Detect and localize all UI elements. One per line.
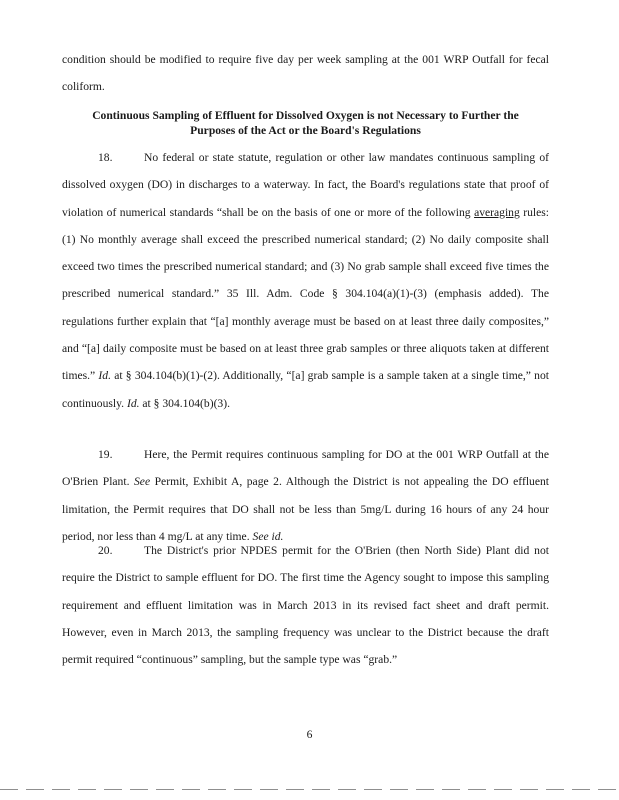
heading-line-1: Continuous Sampling of Effluent for Dissolved Oxygen is not Necessary to Further the bbox=[92, 109, 519, 122]
citation-id: Id. bbox=[98, 369, 111, 383]
paragraph-text: The District's prior NPDES permit for the O'Brien (then North Side) Plant did not require the District to sample effluent for DO. The first time the Agency sought to impose this sampling requirement and effluent limitation was in March 2013 in its revised fact sheet and draft permit. However, even in March 2013, the sampling frequency was unclear to the District because the draft permit required “continuous” sampling, but the sample type was “grab.” bbox=[62, 544, 549, 667]
heading-line-2: Purposes of the Act or the Board's Regulations bbox=[190, 124, 421, 137]
paragraph-text: condition should be modified to require five day per week sampling at the 001 WRP Outfall for fecal coliform. bbox=[62, 53, 549, 94]
paragraph-text-c: at § 304.104(b)(1)-(2). Additionally, “[a] grab sample is a sample taken at a single time,” not continuously. bbox=[62, 369, 549, 410]
paragraph-number: 18. bbox=[98, 151, 113, 164]
paragraph-text-b: Permit, Exhibit A, page 2. Although the District is not appealing the DO effluent limitation, the Permit requires that DO shall not be less than 5mg/L during 16 hours of any 24 hour period, nor less than 4 mg/L at any time. bbox=[62, 475, 550, 543]
citation-id: Id. bbox=[126, 396, 140, 410]
citation-see-id: See id. bbox=[252, 529, 284, 543]
section-heading bbox=[62, 108, 549, 138]
paragraph-text-b: rules: (1) No monthly average shall exceed the prescribed numerical standard; (2) No daily composite shall exceed two times the prescribed numerical standard; and (3) No grab sample shall exceed five times the prescribed numerical standard.” 35 Ill. Adm. Code § 304.104(a)(1)-(3) (emphasis added). The regulations further explain that “[a] monthly average must be based on at least three daily composites,” and “[a] daily composite must be based on at least three grab samples or three aliquots taken at different times.” bbox=[62, 205, 549, 383]
page-number: 6 bbox=[306, 728, 313, 741]
underlined-word: averaging bbox=[474, 205, 520, 219]
paragraph-text-a: Here, the Permit requires continuous sampling for DO at the 001 WRP Outfall at the O'Brien Plant. bbox=[62, 448, 549, 489]
paragraph-number: 19. bbox=[98, 448, 113, 461]
paragraph-20 bbox=[62, 537, 549, 673]
paragraph-18 bbox=[62, 144, 549, 417]
footer-rule bbox=[0, 789, 619, 790]
paragraph-continuation bbox=[62, 46, 549, 101]
paragraph-text-d: at § 304.104(b)(3). bbox=[139, 396, 230, 410]
paragraph-text-a: No federal or state statute, regulation or other law mandates continuous sampling of dissolved oxygen (DO) in discharges to a waterway. In fact, the Board's regulations state that proof of violation of numerical standards “shall be on the basis of one or more of the following bbox=[62, 151, 549, 219]
paragraph-19 bbox=[62, 441, 549, 550]
citation-see: See bbox=[134, 475, 151, 489]
paragraph-number: 20. bbox=[98, 544, 113, 557]
